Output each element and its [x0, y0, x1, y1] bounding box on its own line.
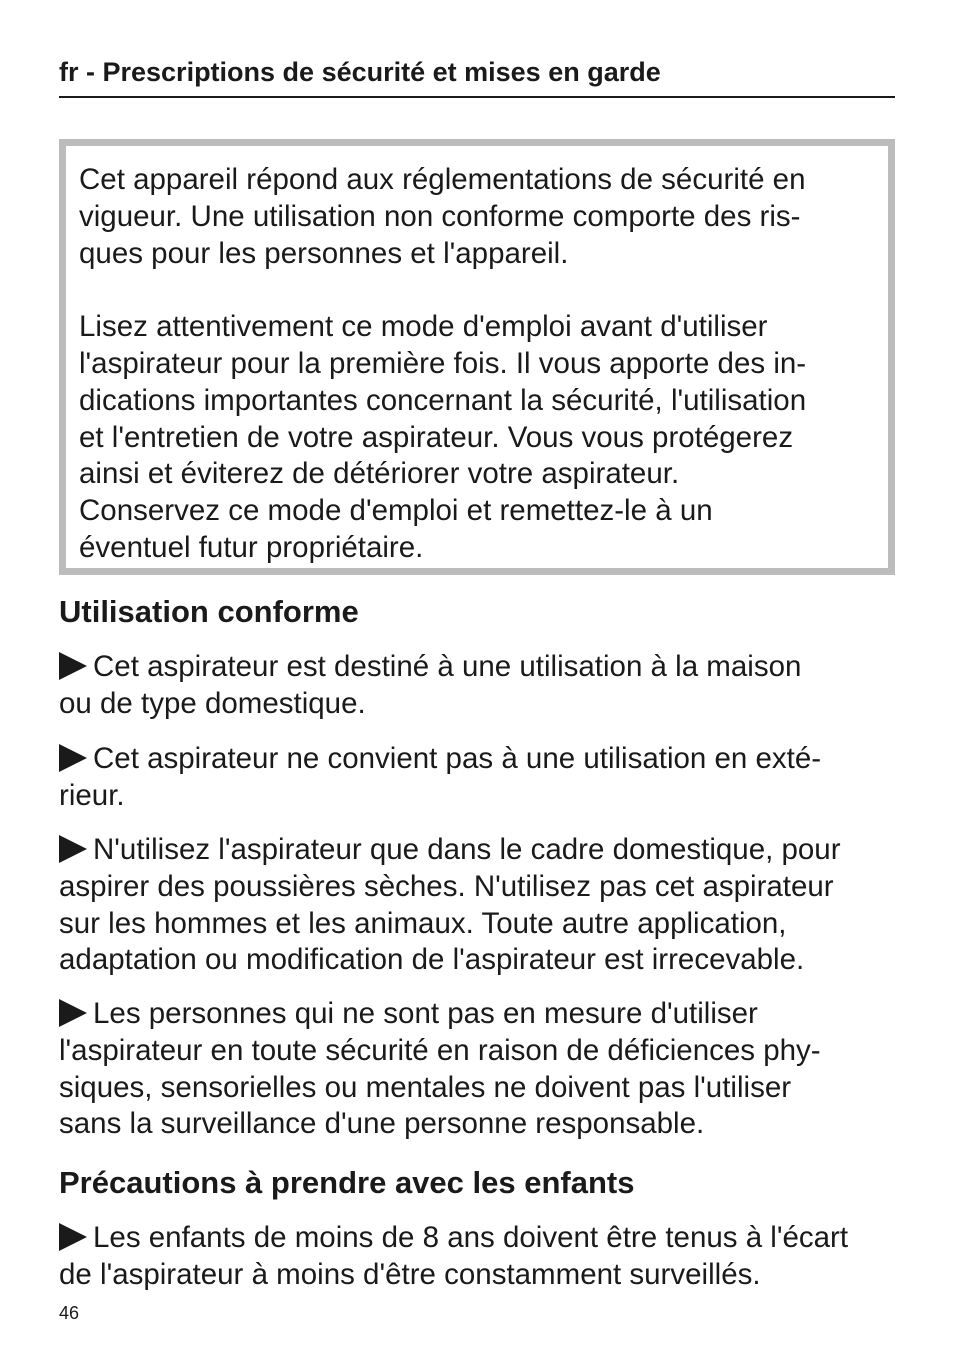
text-line: et l'entretien de votre aspirateur. Vous vous protégerez	[79, 420, 794, 454]
text-line: rieur.	[59, 778, 125, 812]
text-line: l'aspirateur en toute sécurité en raison de déficiences phy-	[59, 1033, 821, 1067]
safety-notice-box	[59, 139, 895, 575]
text-line: adaptation ou modification de l'aspirateur est irrecevable.	[59, 943, 805, 977]
notice-paragraph-1	[79, 162, 874, 272]
text-line: Les personnes qui ne sont pas en mesure d'utiliser	[93, 997, 758, 1030]
triangle-bullet-icon	[59, 1223, 87, 1251]
text-line: dications importantes concernant la sécurité, l'utilisation	[79, 383, 807, 417]
triangle-bullet-icon	[59, 652, 87, 680]
text-line: Cet aspirateur ne convient pas à une utilisation en exté-	[93, 742, 822, 775]
text-line: sur les hommes et les animaux. Toute autre application,	[59, 906, 787, 940]
text-line: Conservez ce mode d'emploi et remettez-le à un	[79, 494, 713, 528]
text-line: ou de type domestique.	[59, 686, 366, 720]
text-line: sans la surveillance d'une personne responsable.	[59, 1107, 705, 1141]
text-line: de l'aspirateur à moins d'être constamment surveillés.	[59, 1257, 761, 1291]
list-item	[59, 1220, 895, 1294]
text-line: aspirer des poussières sèches. N'utilisez pas cet aspirateur	[59, 869, 834, 903]
page-number: 46	[59, 1303, 80, 1323]
text-line: Lisez attentivement ce mode d'emploi avant d'utiliser	[79, 310, 768, 344]
text-line: N'utilisez l'aspirateur que dans le cadre domestique, pour	[93, 833, 841, 866]
list-item	[59, 832, 895, 979]
text-line: éventuel futur propriétaire.	[79, 530, 424, 564]
text-line: siques, sensorielles ou mentales ne doivent pas l'utiliser	[59, 1070, 792, 1104]
list-item	[59, 741, 895, 815]
list-item	[59, 996, 895, 1143]
text-line: vigueur. Une utilisation non conforme comporte des ris-	[79, 199, 801, 233]
notice-paragraph-2	[79, 309, 874, 567]
triangle-bullet-icon	[59, 835, 87, 863]
list-item	[59, 649, 895, 723]
triangle-bullet-icon	[59, 744, 87, 772]
section-title-children: Précautions à prendre avec les enfants	[59, 1165, 635, 1200]
text-line: ques pour les personnes et l'appareil.	[79, 236, 569, 270]
text-line: Cet aspirateur est destiné à une utilisation à la maison	[93, 650, 802, 683]
text-line: Les enfants de moins de 8 ans doivent être tenus à l'écart	[93, 1221, 849, 1254]
page-header: fr - Prescriptions de sécurité et mises en garde	[59, 54, 895, 98]
section-title-intended-use: Utilisation conforme	[59, 594, 359, 629]
text-line: l'aspirateur pour la première fois. Il vous apporte des in-	[79, 346, 807, 380]
text-line: ainsi et éviterez de détériorer votre aspirateur.	[79, 457, 680, 491]
triangle-bullet-icon	[59, 999, 87, 1027]
text-line: Cet appareil répond aux réglementations de sécurité en	[79, 163, 806, 196]
